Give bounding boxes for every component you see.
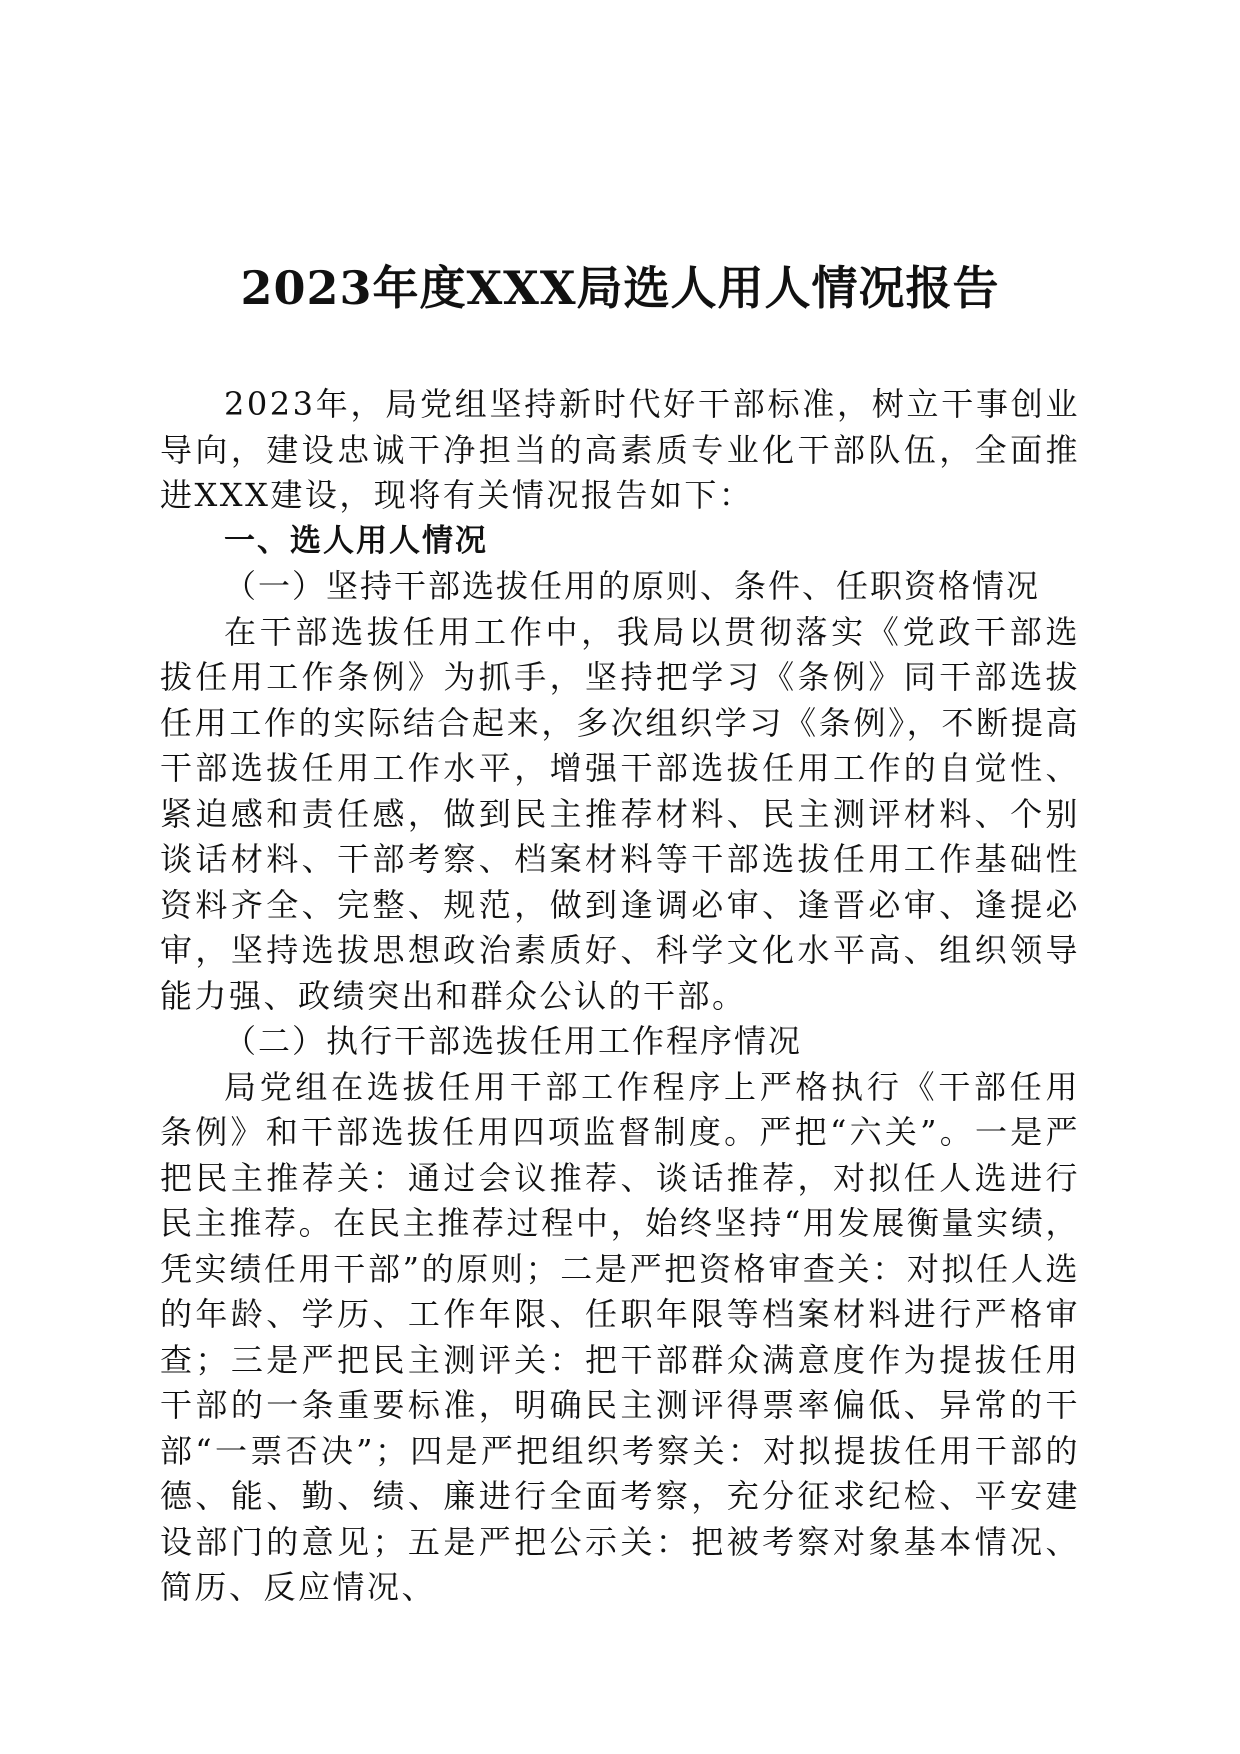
subsection-heading-1: （一）坚持干部选拔任用的原则、条件、任职资格情况 <box>224 567 1041 605</box>
intro-paragraph: 2023年，局党组坚持新时代好干部标准，树立干事创业导向，建设忠诚干净担当的高素质专业化干部队伍，全面推进XXX建设，现将有关情况报告如下： <box>160 385 1080 514</box>
section-heading-1: 一、选人用人情况 <box>224 522 488 559</box>
document-body <box>160 382 1080 1611</box>
document-title: 2023年度XXX局选人用人情况报告 <box>240 261 1000 315</box>
subsection-1-paragraph: 在干部选拔任用工作中，我局以贯彻落实《党政干部选拔任用工作条例》为抓手，坚持把学习《条例》同干部选拔任用工作的实际结合起来，多次组织学习《条例》，不断提高干部选拔任用工作水平，增强干部选拔任用工作的自觉性、紧迫感和责任感，做到民主推荐材料、民主测评材料、个别谈话材料、干部考察、档案材料等干部选拔任用工作基础性资料齐全、完整、规范，做到逢调必审、逢晋必审、逢提必审，坚持选拔思想政治素质好、科学文化水平高、组织领导能力强、政绩突出和群众公认的干部。 <box>160 612 1080 1015</box>
subsection-heading-2: （二）执行干部选拔任用工作程序情况 <box>224 1022 803 1060</box>
subsection-2-paragraph: 局党组在选拔任用干部工作程序上严格执行《干部任用条例》和干部选拔任用四项监督制度。严把“六关”。一是严把民主推荐关：通过会议推荐、谈话推荐，对拟任人选进行民主推荐。在民主推荐过程中，始终坚持“用发展衡量实绩，凭实绩任用干部”的原则；二是严把资格审查关：对拟任人选的年龄、学历、工作年限、任职年限等档案材料进行严格审查；三是严把民主测评关：把干部群众满意度作为提拔任用干部的一条重要标准，明确民主测评得票率偏低、异常的干部“一票否决”；四是严把组织考察关：对拟提拔任用干部的德、能、勤、绩、廉进行全面考察，充分征求纪检、平安建设部门的意见；五是严把公示关：把被考察对象基本情况、简历、反应情况、 <box>160 1067 1080 1606</box>
